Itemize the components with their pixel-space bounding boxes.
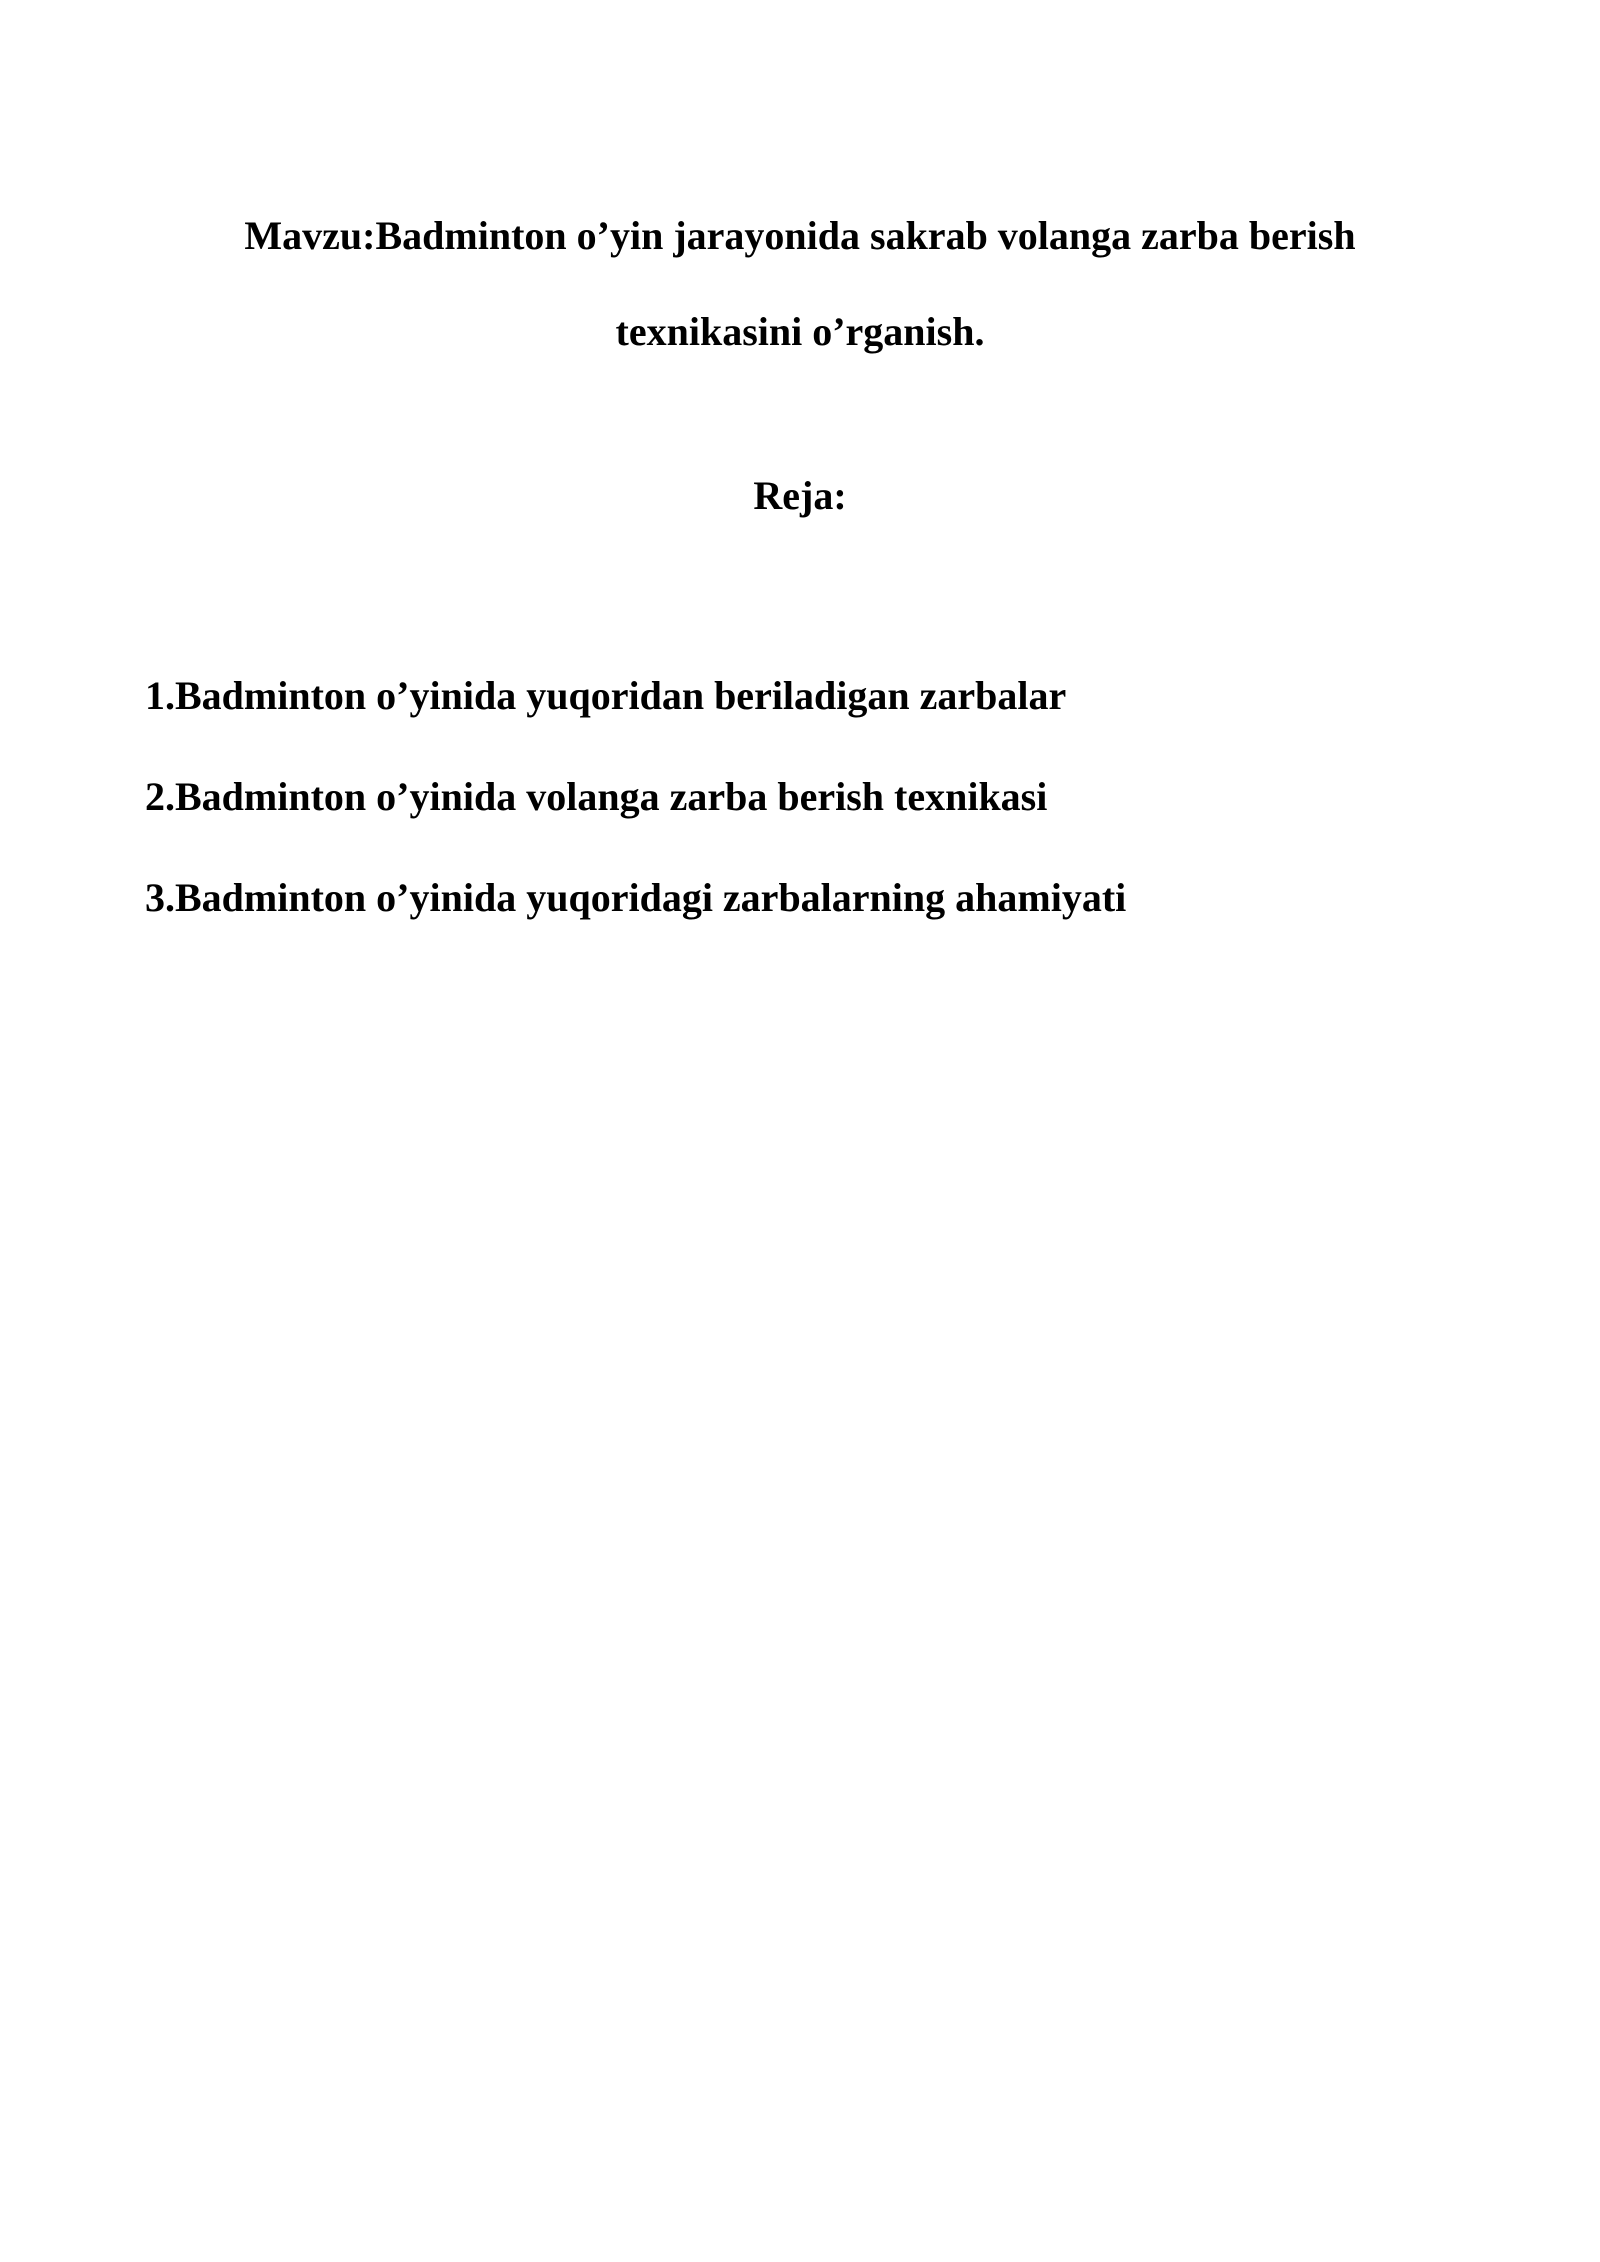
plan-item-2: 2.Badminton o’yinida volanga zarba berish texnikasi (145, 774, 1048, 819)
title-line-1: Mavzu:Badminton o’yin jarayonida sakrab volanga zarba berish (244, 213, 1356, 258)
plan-item-3: 3.Badminton o’yinida yuqoridagi zarbalarning ahamiyati (145, 875, 1127, 920)
plan-item-1: 1.Badminton o’yinida yuqoridan beriladigan zarbalar (145, 673, 1067, 718)
plan-list (145, 666, 1465, 969)
plan-heading: Reja: (753, 473, 847, 518)
document-title (150, 188, 1450, 380)
title-line-2: texnikasini o’rganish. (615, 309, 985, 354)
